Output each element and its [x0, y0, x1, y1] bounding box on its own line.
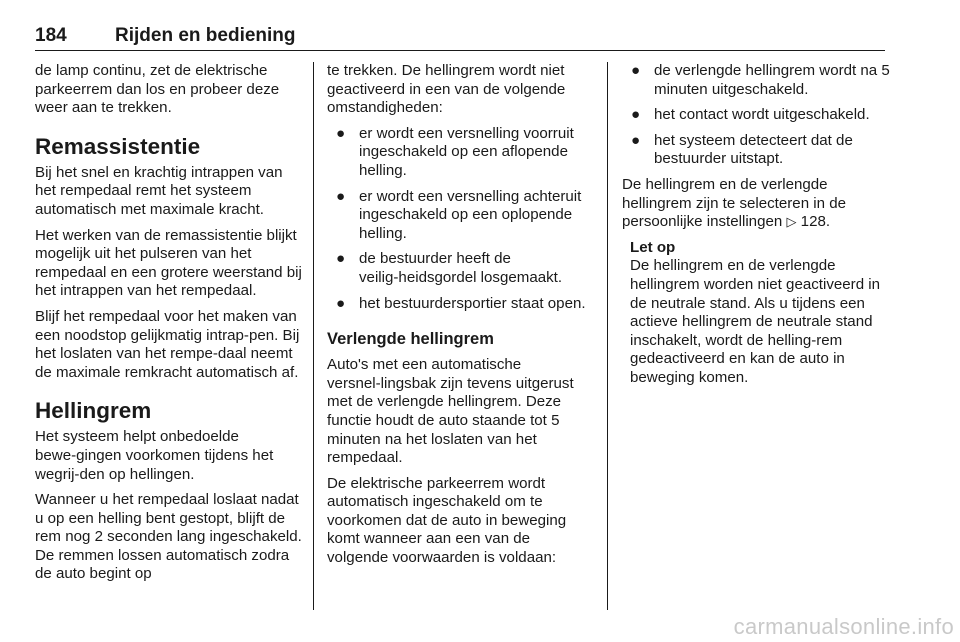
- paragraph: Wanneer u het rempedaal loslaat nadat u op een helling bent gestopt, blijft de rem nog 2 seconden lang ingeschakeld. De remmen lossen automatisch zodra de auto begint op: [35, 491, 302, 583]
- paragraph: De hellingrem en de verlengde hellingrem zijn te selecteren in de persoonlijke instellingen ▷ 128.: [622, 175, 847, 231]
- chapter-title: Rijden en bediening: [115, 25, 296, 46]
- column-3: [622, 62, 890, 388]
- page-header: [35, 24, 885, 51]
- list-item: ● het contact wordt uitgeschakeld.: [631, 106, 870, 124]
- bullet-icon: ●: [631, 131, 641, 149]
- list-item: ● de verlengde hellingrem wordt na 5 minuten uitgeschakeld.: [631, 62, 890, 98]
- list-item: ● het bestuurdersportier staat open.: [336, 294, 586, 312]
- column-divider-2: [607, 62, 608, 610]
- section-title-remassistentie: Remassistentie: [35, 133, 201, 159]
- bullet-icon: ●: [336, 294, 346, 312]
- column-divider-1: [313, 62, 314, 610]
- page-reference-link[interactable]: 128.: [800, 213, 831, 231]
- note-text: De hellingrem en de verlengde hellingrem worden niet geactiveerd in de neutrale stand. Als u tijdens een actieve hellingrem de neutrale stand inschakelt, wordt de helling‑rem gedeactiveerd en kan de auto in beweging komen.: [630, 257, 881, 386]
- bullet-icon: ●: [631, 62, 641, 79]
- paragraph: De elektrische parkeerrem wordt automatisch ingeschakeld om te voorkomen dat de auto in beweging komt wanneer aan een van de volgende voorwaarden is voldaan:: [327, 474, 567, 567]
- paragraph: Het systeem helpt onbedoelde bewe‑gingen voorkomen tijdens het wegrij‑den op hellingen.: [35, 428, 274, 483]
- paragraph: Bij het snel en krachtig intrappen van het rempedaal remt het systeem automatisch met maximale kracht.: [35, 163, 283, 218]
- paragraph: de lamp continu, zet de elektrische parkeerrem dan los en probeer deze weer aan te trekken.: [35, 62, 280, 117]
- note-title: Let op: [630, 238, 676, 256]
- bullet-icon: ●: [336, 124, 346, 142]
- paragraph: te trekken. De hellingrem wordt niet geactiveerd in een van de volgende omstandigheden:: [327, 62, 566, 117]
- note-box: [622, 239, 890, 388]
- list-item: ● er wordt een versnelling voorruit ingeschakeld op een aflopende helling.: [336, 124, 574, 179]
- watermark: carmanualsonline.info: [733, 614, 954, 639]
- bullet-icon: ●: [336, 250, 346, 268]
- column-1: [35, 62, 305, 591]
- section-title-hellingrem: Hellingrem: [35, 398, 152, 424]
- bullet-list: [622, 62, 890, 169]
- page-reference-arrow-icon: ▷: [786, 214, 797, 230]
- bullet-list: [327, 125, 595, 313]
- paragraph: Auto's met een automatische versnel‑lingsbak zijn tevens uitgerust met de verlengde hellingrem. Deze functie houdt de auto staande tot 5 minuten na het loslaten van het rempedaal.: [327, 356, 574, 467]
- paragraph: Het werken van de remassistentie blijkt mogelijk uit het pulseren van het rempedaal en een grotere weerstand bij het intrappen van het rempedaal.: [35, 226, 302, 300]
- bullet-icon: ●: [336, 187, 346, 205]
- list-item: ● de bestuurder heeft de veilig‑heidsgordel losgemaakt.: [336, 250, 563, 286]
- subsection-title-verlengde-hellingrem: Verlengde hellingrem: [327, 330, 494, 349]
- list-item: ● het systeem detecteert dat de bestuurder uitstapt.: [631, 131, 853, 168]
- paragraph: Blijf het rempedaal voor het maken van een noodstop gelijkmatig intrap‑pen. Bij het loslaten van het rempe‑daal neemt de maximale remkracht automatisch af.: [35, 307, 300, 381]
- list-item: ● er wordt een versnelling achteruit ingeschakeld op een oplopende helling.: [336, 187, 582, 242]
- page-number: 184: [35, 25, 67, 46]
- bullet-icon: ●: [631, 106, 641, 124]
- column-2: [327, 62, 595, 575]
